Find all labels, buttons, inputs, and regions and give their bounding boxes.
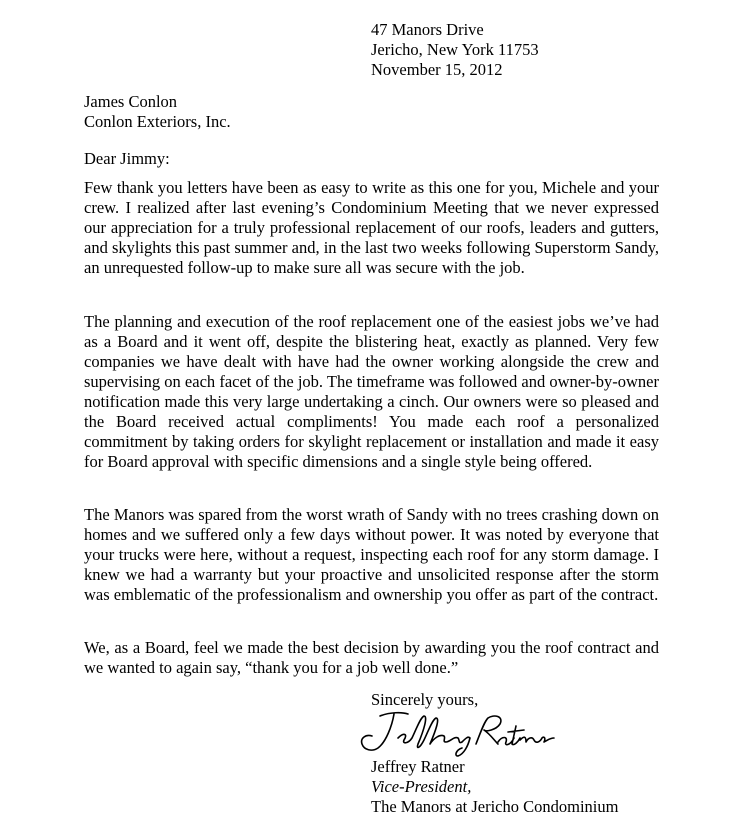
body-paragraph-3: The Manors was spared from the worst wrath of Sandy with no trees crashing down on homes and we suffered only a few days without power. It was noted by everyone that your trucks were here, without a request, inspecting each roof for any storm damage. I knew we had a warranty but your proactive and unsolicited response after the storm was emblematic of the professionalism and ownership you offer as part of the contract. xyxy=(84,505,659,604)
salutation: Dear Jimmy: xyxy=(84,149,170,168)
body-paragraph-1: Few thank you letters have been as easy to write as this one for you, Michele and your crew. I realized after last evening’s Condominium Meeting that we never expressed our appreciation for a truly professional replacement of our roofs, leaders and gutters, and skylights this past summer and, in the last two weeks following Superstorm Sandy, an unrequested follow-up to make sure all was secure with the job. xyxy=(84,178,660,277)
recipient-company: Conlon Exteriors, Inc. xyxy=(84,112,231,131)
recipient-name: James Conlon xyxy=(84,92,178,111)
recipient-address xyxy=(84,92,231,132)
signer-title: Vice-President, xyxy=(371,777,472,796)
signature-block xyxy=(371,757,618,817)
signer-name: Jeffrey Ratner xyxy=(371,757,465,776)
body-paragraph-2: The planning and execution of the roof replacement one of the easiest jobs we’ve had as a Board and it went off, despite the blistering heat, exactly as planned. Very few companies we have dealt with have had the owner working alongside the crew and supervising on each facet of the job. The timeframe was followed and owner-by-owner notification made this very large undertaking a cinch. Our owners were so pleased and the Board received actual compliments! You made each roof a personalized commitment by taking orders for skylight replacement or installation and made it easy for Board approval with specific dimensions and a single style being offered. xyxy=(84,312,659,471)
sender-street: 47 Manors Drive xyxy=(371,20,484,39)
sender-city-state-zip: Jericho, New York 11753 xyxy=(371,40,539,59)
handwritten-signature xyxy=(350,708,560,760)
signer-organization: The Manors at Jericho Condominium xyxy=(371,797,619,816)
closing: Sincerely yours, xyxy=(371,690,479,709)
letter-date: November 15, 2012 xyxy=(371,60,503,79)
sender-address xyxy=(371,20,539,80)
body-paragraph-4: We, as a Board, feel we made the best decision by awarding you the roof contract and we wanted to again say, “thank you for a job well done.” xyxy=(84,638,659,677)
